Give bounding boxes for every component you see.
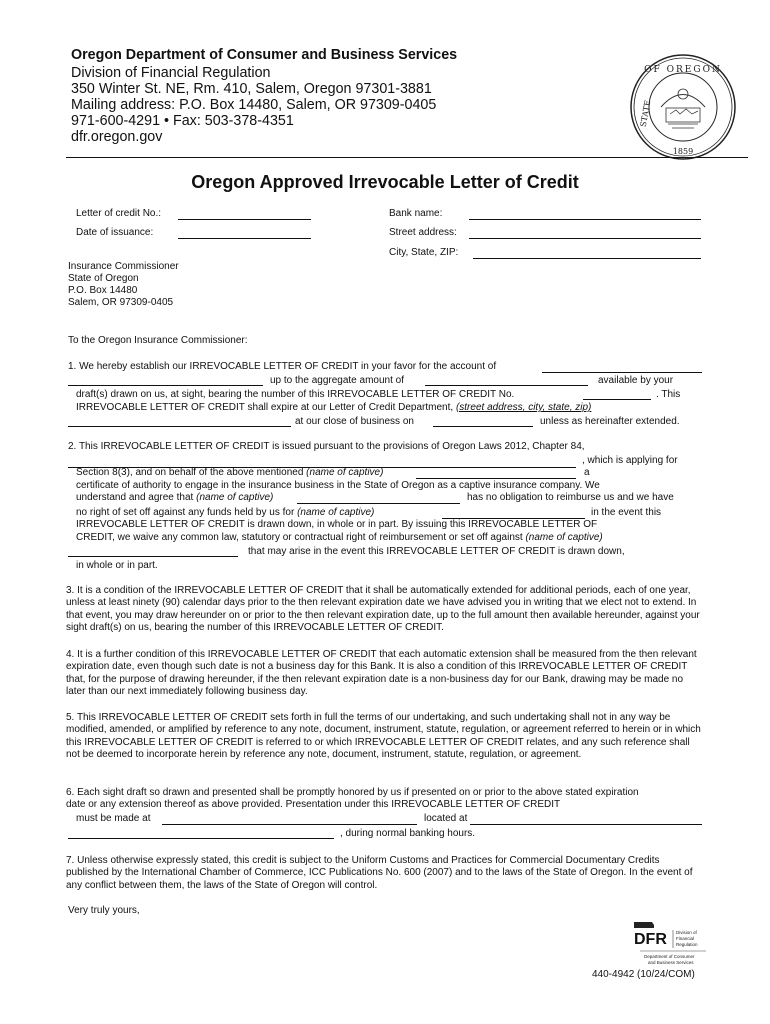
p1-text: draft(s) drawn on us, at sight, bearing the number of this IRREVOCABLE LETTER OF CREDIT No. [76, 389, 515, 400]
presentation-location-field-2[interactable] [68, 838, 334, 839]
salutation: To the Oregon Insurance Commissioner: [68, 335, 248, 346]
agency-name: Oregon Department of Consumer and Business Services [71, 47, 458, 63]
p1-text: at our close of business on [295, 416, 414, 427]
captive-name-field-4[interactable] [68, 556, 238, 557]
bank-department-field[interactable] [68, 426, 291, 427]
p1-text: 1. We hereby establish our IRREVOCABLE LETTER OF CREDIT in your favor for the account of [68, 361, 497, 372]
closing: Very truly yours, [68, 905, 140, 916]
p2-text: in the event this [591, 507, 662, 518]
expiry-date-field[interactable] [433, 426, 533, 427]
p2-text: in whole or in part. [76, 560, 158, 571]
p5-text: 5. This IRREVOCABLE LETTER OF CREDIT sets forth in full the terms of our undertaking, and such undertaking shall not in any way be modified, amended, or amplified by reference to any note, document, instrument, statute, regulation, or agreement referred to herein or in which this IRREVOCABLE LETTER OF CREDIT is referred to or which IRREVOCABLE LETTER OF CREDIT relates, and any such reference shall not be deemed to incorporate herein by reference any note, document, instrument, statute, regulation, or agreement. [66, 712, 701, 760]
bank-street-label: Street address: [389, 227, 457, 238]
p2-text: 2. This IRREVOCABLE LETTER OF CREDIT is issued pursuant to the provisions of Oregon Laws 2012, Chapter 84, [68, 441, 585, 452]
loc-number-label: Letter of credit No.: [76, 208, 162, 219]
loc-no-inline-field[interactable] [583, 399, 651, 400]
mailing-address: Mailing address: P.O. Box 14480, Salem, OR 97309-0405 [71, 97, 437, 113]
svg-text:STATE: STATE [638, 99, 653, 128]
p7-text: 7. Unless otherwise expressly stated, this credit is subject to the Uniform Customs and Practices for Commercial Documentary Credits published by the International Chamber of Commerce, ICC Publications No. 600 (2007) and to the laws of the State of Oregon. In the event of any conflict between them, the laws of the State of Oregon will control. [66, 855, 693, 891]
account-of-field[interactable] [542, 372, 702, 373]
phone-fax: 971-600-4291 • Fax: 503-378-4351 [71, 113, 294, 129]
bank-street-field[interactable] [469, 238, 701, 239]
bank-city-field[interactable] [473, 258, 701, 259]
svg-text:DFR: DFR [634, 931, 667, 948]
svg-text:Division of: Division of [676, 930, 697, 935]
p2-text: has no obligation to reimburse us and we have [467, 492, 674, 503]
form-number: 440-4942 (10/24/COM) [592, 969, 695, 980]
p2-text: certificate of authority to engage in the insurance business in the State of Oregon as a captive insurance company. We [76, 480, 600, 491]
captive-name-field-2[interactable] [297, 503, 460, 504]
p6-text: located at [424, 813, 468, 824]
p6-text: , during normal banking hours. [340, 828, 476, 839]
p1-text: up to the aggregate amount of [270, 375, 404, 386]
svg-text:OF OREGON: OF OREGON [644, 65, 722, 75]
document-title: Oregon Approved Irrevocable Letter of Credit [191, 172, 579, 192]
loc-number-field[interactable] [178, 219, 311, 220]
p6-text: date or any extension thereof as above provided. Presentation under this IRREVOCABLE LETTER OF CREDIT [66, 799, 561, 810]
p2-text: that may arise in the event this IRREVOCABLE LETTER OF CREDIT is drawn down, [248, 546, 625, 557]
p2-text: , which is applying for [582, 455, 678, 466]
aggregate-amount-field[interactable] [425, 385, 588, 386]
state-seal-icon [628, 52, 738, 162]
header-divider [66, 157, 748, 158]
p1-text: available by your [598, 375, 674, 386]
captive-name-field[interactable] [416, 478, 576, 479]
street-address: 350 Winter St. NE, Rm. 410, Salem, Oregon 97301-3881 [71, 81, 432, 97]
svg-text:and Business Services: and Business Services [648, 960, 694, 965]
addressee-line: Salem, OR 97309-0405 [68, 297, 174, 308]
p2-text: understand and agree that (name of captive) [76, 492, 274, 503]
division-name: Division of Financial Regulation [71, 65, 271, 81]
addressee-line: P.O. Box 14480 [68, 285, 138, 296]
presentation-bank-field[interactable] [162, 824, 417, 825]
p3-text: 3. It is a condition of the IRREVOCABLE LETTER OF CREDIT that it shall be automatically extended for additional periods, each of one year, unless at least ninety (90) calendar days prior to the then relevant expiration date we have advised you in writing that we elect not to extend. In that event, you may draw hereunder on or prior to the then relevant expiration date, up to the full amount then available hereunder, against your sight draft(s) on us, bearing the number of this IRREVOCABLE LETTER OF CREDIT. [66, 585, 700, 633]
account-of-field-cont[interactable] [68, 385, 263, 386]
presentation-location-field[interactable] [470, 824, 702, 825]
p6-text: must be made at [76, 813, 151, 824]
issuance-date-field[interactable] [178, 238, 311, 239]
svg-text:Regulation: Regulation [676, 942, 698, 947]
bank-name-field[interactable] [469, 219, 701, 220]
dfr-logo [630, 920, 710, 968]
p2-text: CREDIT, we waive any common law, statutory or contractual right of reimbursement or set off against (name of captive) [76, 532, 603, 543]
issuance-date-label: Date of issuance: [76, 227, 154, 238]
bank-city-label: City, State, ZIP: [389, 247, 459, 258]
bank-name-label: Bank name: [389, 208, 443, 219]
website-link[interactable]: dfr.oregon.gov [71, 129, 163, 145]
svg-text:1859: 1859 [672, 147, 694, 156]
p1-text: . This [656, 389, 681, 400]
p2-text: IRREVOCABLE LETTER OF CREDIT is drawn down, in whole or in part. By issuing this IRREVOCABLE LETTER OF [76, 519, 598, 530]
p6-text: 6. Each sight draft so drawn and presented shall be promptly honored by us if presented on or prior to the above stated expiration [66, 787, 639, 798]
p1-text: unless as hereinafter extended. [540, 416, 680, 427]
svg-text:Department of Consumer: Department of Consumer [644, 954, 695, 959]
p2-text: Section 8(3), and on behalf of the above mentioned (name of captive) [76, 467, 384, 478]
addressee-line: State of Oregon [68, 273, 139, 284]
p2-text: no right of set off against any funds held by us for (name of captive) [76, 507, 375, 518]
svg-text:Financial: Financial [676, 936, 695, 941]
p4-text: 4. It is a further condition of this IRREVOCABLE LETTER OF CREDIT that each automatic extension shall be measured from the then relevant expiration date, even though such date is not a business day for this Bank. It is also a condition of this IRREVOCABLE LETTER OF CREDIT that, for the purpose of drawing hereunder, if the then relevant expiration date is a non-business day for our Bank, drawing may be made no later than our next immediately following business day. [66, 649, 697, 697]
p2-text: a [584, 467, 590, 478]
p1-text: IRREVOCABLE LETTER OF CREDIT shall expire at our Letter of Credit Department, (street address, city, state, zip) [76, 402, 592, 413]
addressee-line: Insurance Commissioner [68, 261, 179, 272]
